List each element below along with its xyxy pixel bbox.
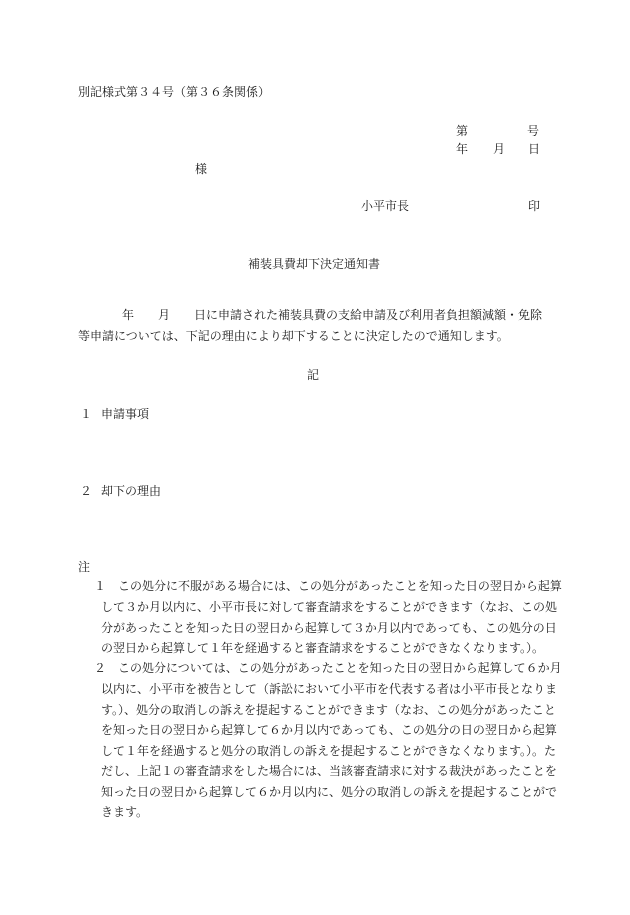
doc-number-prefix: 第 [456, 124, 469, 138]
note-line: だし、上記１の審査請求をした場合には、当該審査請求に対する裁決があったことを [101, 764, 557, 778]
body-text-line-1: 年 月 日に申請された補装具費の支給申請及び利用者負担額減額・免除 [122, 308, 543, 322]
note-line: して１年を経過すると処分の取消しの訴えを提起することができなくなります。）。た [101, 744, 557, 758]
date-month: 月 [493, 142, 506, 156]
note-line: の翌日から起算して１年を経過すると審査請求をすることができなくなります。）。 [101, 641, 545, 655]
note-line: して３か月以内に、小平市長に対して審査請求をすることができます（なお、この処 [101, 600, 558, 614]
date-day: 日 [528, 142, 541, 156]
record-marker: 記 [307, 368, 320, 382]
section-number: ２ [80, 484, 93, 498]
section-label-application-item: 申請事項 [101, 407, 150, 421]
notes-heading: 注 [78, 560, 91, 574]
addressee-suffix: 様 [195, 162, 208, 176]
date-year: 年 [456, 142, 469, 156]
body-text-line-2: 等申請については、下記の理由により却下することに決定したので通知します。 [78, 329, 509, 343]
form-number: 別記様式第３４号（第３６条関係） [78, 85, 271, 99]
note-line: 分があったことを知った日の翌日から起算して３か月以内であっても、この処分の日 [101, 621, 557, 635]
note-line: 以内に、小平市を被告として（訴訟において小平市を代表する者は小平市長となりま [101, 682, 558, 696]
note-line: す。）、処分の取消しの訴えを提起することができます（なお、この処分があったこと [101, 703, 556, 717]
doc-number-suffix: 号 [527, 124, 540, 138]
note-line: きます。 [101, 805, 149, 819]
note-line: を知った日の翌日から起算して６か月以内であっても、この処分の日の翌日から起算 [101, 723, 557, 737]
seal-mark: 印 [528, 199, 541, 213]
note-line: １ この処分に不服がある場合には、この処分があったことを知った日の翌日から起算 [94, 579, 562, 593]
note-line: 知った日の翌日から起算して６か月以内に、処分の取消しの訴えを提起することがで [101, 785, 558, 799]
section-number: １ [80, 407, 93, 421]
section-label-rejection-reason: 却下の理由 [101, 484, 162, 498]
document-title: 補装具費却下決定通知書 [248, 257, 381, 271]
issuer-name: 小平市長 [361, 199, 410, 213]
note-line: ２ この処分については、この処分があったことを知った日の翌日から起算して６か月 [94, 661, 562, 675]
